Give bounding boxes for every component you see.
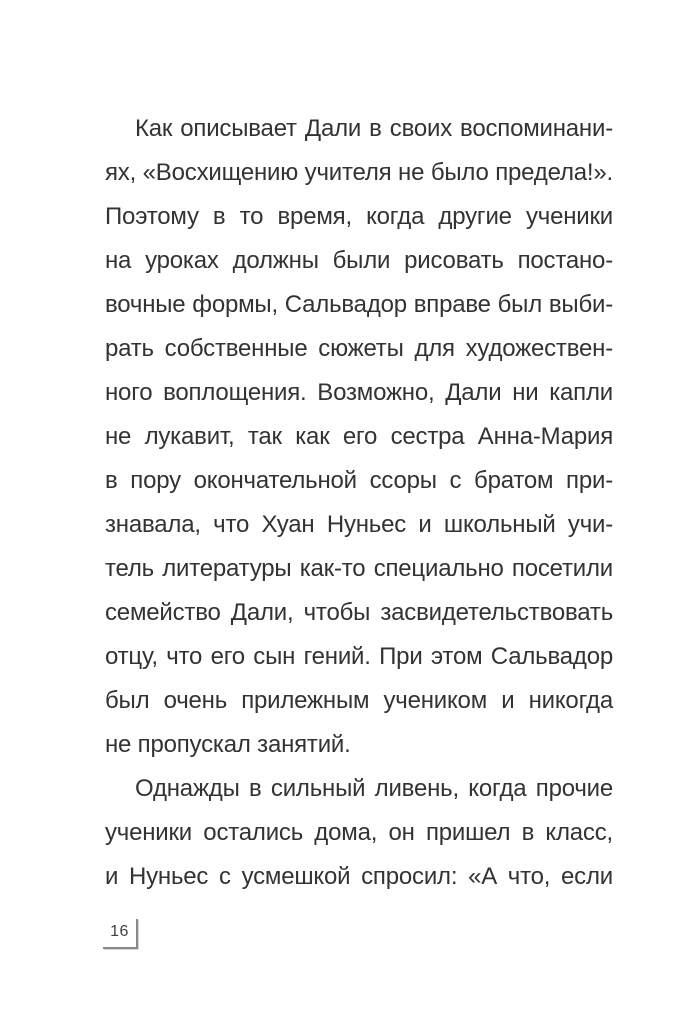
text-line: на уроках должны были рисовать постано- — [105, 247, 613, 274]
page-number-bracket — [103, 919, 138, 949]
text-line: тель литературы как-то специально посетили — [105, 555, 613, 582]
text-line: Поэтому в то время, когда другие ученики — [105, 203, 613, 230]
text-line: Как описывает Дали в своих воспоминани- — [135, 115, 613, 142]
text-line: семейство Дали, чтобы засвидетельствовать — [105, 599, 613, 626]
text-line: ях, «Восхищению учителя не было предела!». — [105, 159, 613, 186]
text-line: и Нуньес с усмешкой спросил: «А что, если — [105, 863, 613, 890]
text-line: ученики остались дома, он пришел в класс, — [105, 819, 613, 846]
text-line: знавала, что Хуан Нуньес и школьный учи- — [105, 511, 613, 538]
text-line: Однажды в сильный ливень, когда прочие — [135, 775, 613, 802]
text-line: вочные формы, Сальвадор вправе был выби- — [105, 291, 613, 318]
text-line: отцу, что его сын гений. При этом Сальвадор — [105, 643, 613, 670]
text-line: в пору окончательной ссоры с братом при- — [105, 467, 613, 494]
text-line: не лукавит, так как его сестра Анна-Мария — [105, 423, 613, 450]
text-line: не пропускал занятий. — [105, 731, 351, 758]
text-line: ного воплощения. Возможно, Дали ни капли — [105, 379, 613, 406]
page-number: 16 — [110, 922, 129, 940]
text-line: был очень прилежным учеником и никогда — [105, 687, 613, 714]
page-text-block — [105, 107, 613, 899]
text-line: рать собственные сюжеты для художествен- — [105, 335, 613, 362]
